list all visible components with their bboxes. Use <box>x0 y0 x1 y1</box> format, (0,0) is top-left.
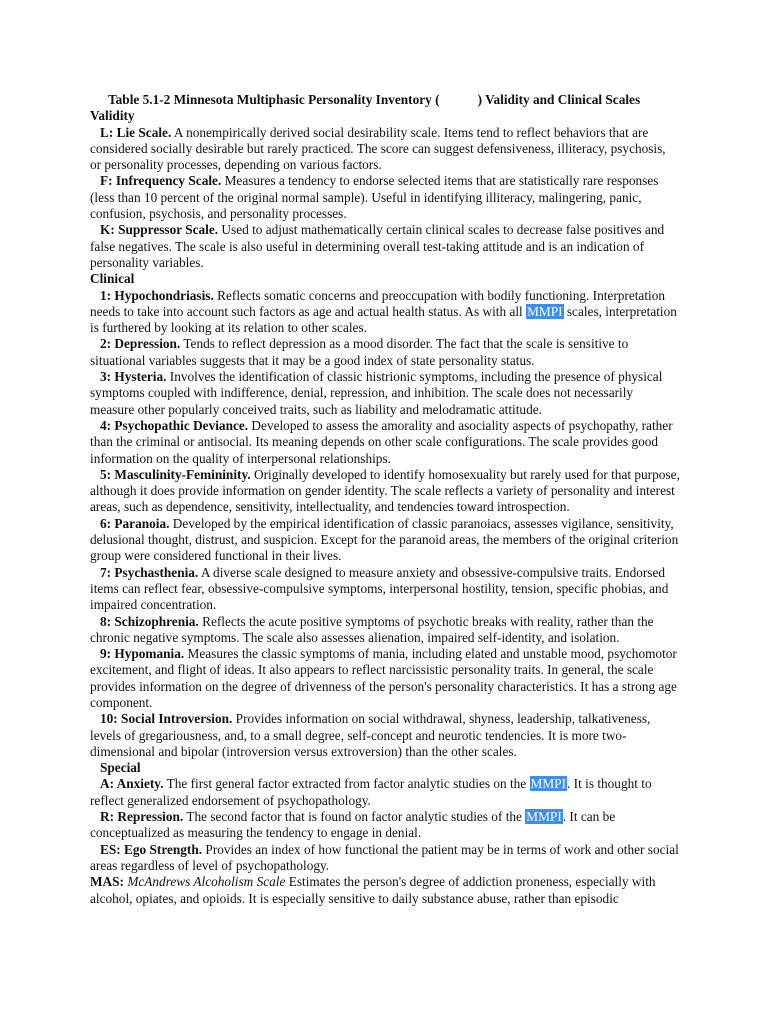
highlighted-term-mmpi[interactable]: MMPI <box>530 776 567 792</box>
entry-description: The second factor that is found on factor analytic studies of the <box>183 809 526 825</box>
entry-term: ES: Ego Strength. <box>100 841 203 857</box>
entry-term: 3: Hysteria. <box>100 369 167 385</box>
entry-term: 6: Paranoia. <box>100 515 170 531</box>
entry-description: Tends to reflect depression as a mood disorder. The fact that the scale is sensitive to situational variables suggests that it may be a good index of state personality status. <box>90 336 629 368</box>
entry-hysteria <box>90 369 680 418</box>
entry-term: MAS: <box>90 874 124 890</box>
entry-term: K: Suppressor Scale. <box>100 222 219 238</box>
entry-hypochondriasis <box>90 288 680 337</box>
entry-repression <box>90 809 680 842</box>
entry-description: Provides an index of how functional the patient may be in terms of work and other social areas regardless of level of psychopathology. <box>90 841 679 873</box>
highlighted-term-mmpi[interactable]: MMPI <box>526 809 562 825</box>
entry-description: Used to adjust mathematically certain clinical scales to decrease false positives and false negatives. The scale is also useful in determining overall test-taking attitude and is an indication of personality variables. <box>90 222 665 270</box>
entry-term: 10: Social Introversion. <box>100 711 233 727</box>
entry-infrequency-scale <box>90 173 680 222</box>
table-title <box>90 92 680 108</box>
entry-description-continued: . It is thought to reflect generalized endorsement of psychopathology. <box>90 776 652 808</box>
entry-description-continued: scales, interpretation is furthered by looking at its relation to other scales. <box>90 303 677 336</box>
entry-description-continued: . It can be conceptualized as measuring the tendency to engage in denial. <box>90 809 616 841</box>
entry-term: 7: Psychasthenia. <box>100 564 199 580</box>
entry-psychopathic-deviance <box>90 418 680 467</box>
entry-term: 4: Psychopathic Deviance. <box>100 417 249 433</box>
entry-description: Estimates the person's degree of addiction proneness, especially with alcohol, opiates, and opioids. It is especially sensitive to daily substance abuse, rather than episodic <box>90 874 656 906</box>
section-heading-special: Special <box>100 760 141 776</box>
entry-ego-strength <box>90 842 680 875</box>
entry-description: The first general factor extracted from factor analytic studies on the <box>163 776 530 792</box>
entry-term: L: Lie Scale. <box>100 124 172 140</box>
entry-description: A diverse scale designed to measure anxiety and obsessive-compulsive traits. Endorsed items can reflect fear, obsessive-compulsive symptoms, interpersonal hostility, tension, specific phobias, and impaired concentration. <box>90 564 669 613</box>
entry-description: Reflects somatic concerns and preoccupation with bodily functioning. Interpretation needs to take into account such factors as age and actual health status. As with all <box>90 287 666 319</box>
entry-description: Measures a tendency to endorse selected items that are statistically rare responses (less than 10 percent of the original normal sample). Useful in identifying illiteracy, malingering, panic, confusion, psychosis, and personality processes. <box>90 173 659 222</box>
entry-description: A nonempirically derived social desirability scale. Items tend to reflect behaviors that are considered socially desirable but rarely practiced. The score can suggest defensiveness, illiteracy, psychosis, or personality processes, depending on various factors. <box>90 124 666 173</box>
entry-suppressor-scale <box>90 222 680 271</box>
entry-psychasthenia <box>90 565 680 614</box>
entry-description: Involves the identification of classic histrionic symptoms, including the presence of physical symptoms coupled with indifference, denial, repression, and inhibition. The scale does not necessarily measure other popularly conceived traits, such as liability and melodramatic attitude. <box>90 369 663 417</box>
entry-description: Developed by the empirical identification of classic paranoiacs, assesses vigilance, sensitivity, delusional thought, distrust, and suspicion. Except for the paranoid areas, the members of the original criterion group were considered functional in their lives. <box>90 515 679 564</box>
section-heading-validity: Validity <box>90 108 135 124</box>
entry-term: 9: Hypomania. <box>100 646 185 662</box>
document-page <box>90 92 680 907</box>
entry-schizophrenia <box>90 614 680 647</box>
title-text-end: ) Validity and Clinical Scales <box>477 92 641 107</box>
entry-term: R: Repression. <box>100 809 184 825</box>
entry-description: Reflects the acute positive symptoms of psychotic breaks with reality, rather than the chronic negative symptoms. The scale also assesses alienation, impaired self-identity, and isolation. <box>90 613 654 645</box>
entry-description: Provides information on social withdrawal, shyness, leadership, talkativeness, levels of gregariousness, and, to a small degree, self-concept and neurotic tendencies. It is more two-dimensional and bipolar (introversion versus extroversion) than the other scales. <box>90 711 651 759</box>
entry-description: Measures the classic symptoms of mania, including elated and unstable mood, psychomotor excitement, and flight of ideas. It also appears to reflect narcissistic personality traits. In general, the scale provides information on the degree of drivenness of the person's personality characteristics. It has a strong age component. <box>90 646 677 710</box>
entry-social-introversion <box>90 711 680 760</box>
entry-scale-name: McAndrews Alcoholism Scale <box>127 874 286 890</box>
entry-paranoia <box>90 516 680 565</box>
entry-term: 5: Masculinity-Femininity. <box>100 466 251 482</box>
entry-depression <box>90 336 680 369</box>
entry-description: Developed to assess the amorality and asociality aspects of psychopathy, rather than the criminal or antisocial. Its meaning depends on other scale configurations. The scale provides good information on the quality of interpersonal relationships. <box>90 417 673 466</box>
entry-hypomania <box>90 646 680 711</box>
entry-term: 2: Depression. <box>100 336 181 352</box>
entry-term: A: Anxiety. <box>100 776 164 792</box>
entry-term: 1: Hypochondriasis. <box>100 287 214 303</box>
entry-mcandrews-alcoholism-scale <box>90 874 680 907</box>
highlighted-term-mmpi[interactable]: MMPI <box>527 303 563 319</box>
entry-lie-scale <box>90 125 680 174</box>
entry-masculinity-femininity <box>90 467 680 516</box>
section-heading-clinical: Clinical <box>90 271 135 287</box>
title-text-start: Table 5.1-2 Minnesota Multiphasic Personality Inventory ( <box>108 92 440 107</box>
entry-term: 8: Schizophrenia. <box>100 613 199 629</box>
entry-term: F: Infrequency Scale. <box>100 173 222 189</box>
entry-description: Originally developed to identify homosexuality but rarely used for that purpose, although it does provide information on gender identity. The scale reflects a variety of personality and interest areas, such as dependence, sensitivity, intellectuality, and tendencies toward introspection. <box>90 466 680 515</box>
entry-anxiety <box>90 776 680 809</box>
